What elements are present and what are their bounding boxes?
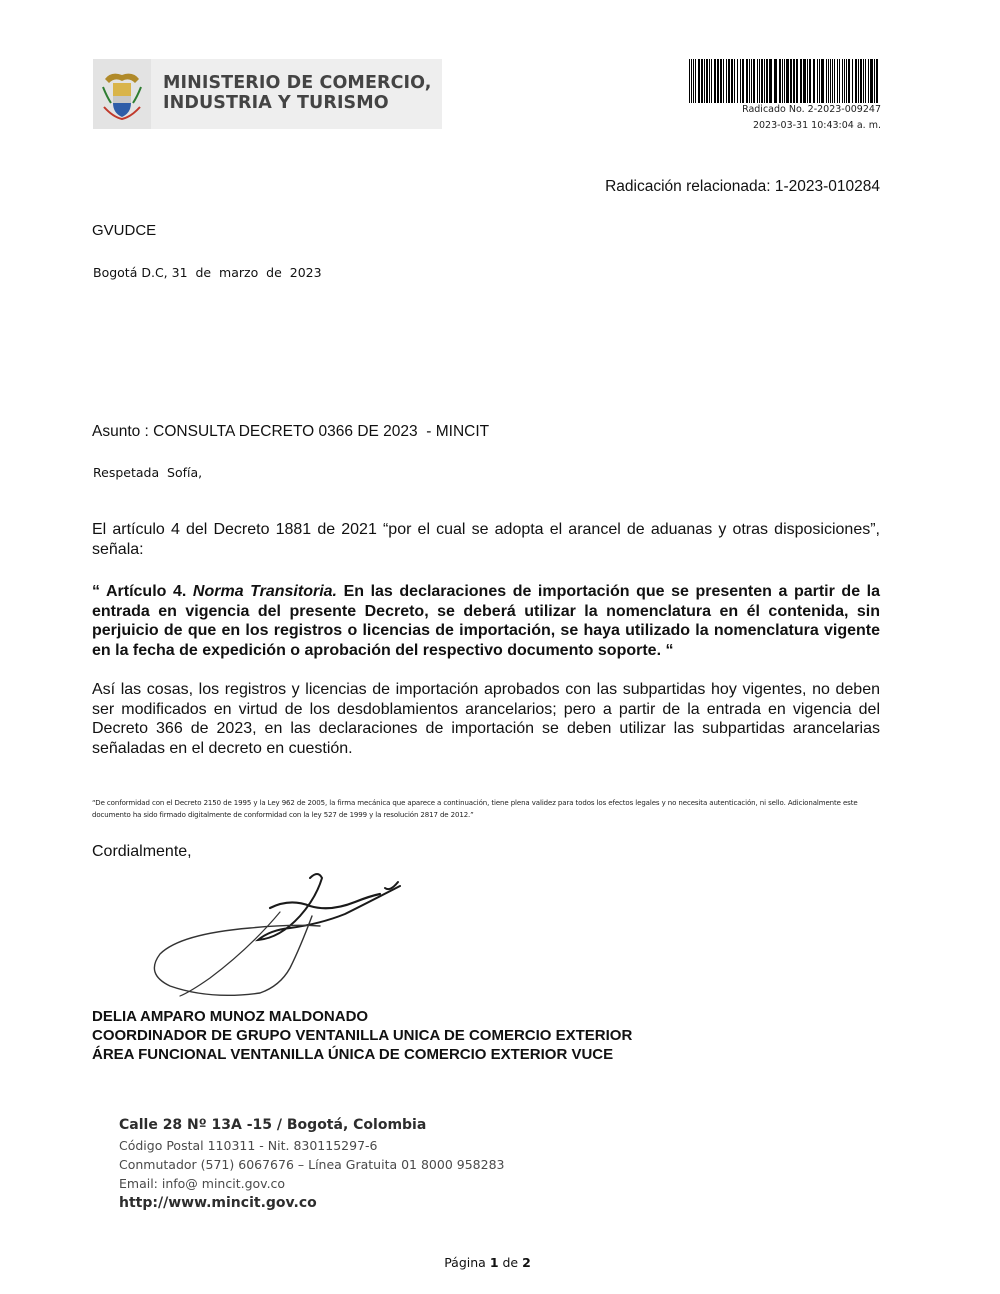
department-code: GVUDCE [92,222,157,239]
closing: Cordialmente, [92,843,192,860]
ministry-name-line1: MINISTERIO DE COMERCIO, [163,73,432,93]
subject-line: Asunto : CONSULTA DECRETO 0366 DE 2023 - MINCIT [92,423,490,440]
coat-of-arms-icon [101,67,143,121]
footer-postal: Código Postal 110311 - Nit. 830115297-6 [119,1138,378,1153]
page-total: 2 [522,1255,531,1270]
signer-name: DELIA AMPARO MUNOZ MALDONADO [92,1008,369,1025]
quote-text: En las declaraciones de importación que se presenten a partir de la entrada en vigencia del presente Decreto, se deberá utilizar la nomenclatura en él contenida, sin perjuicio de que en los registros o licencias de importación, se haya utilizado la nomenclatura vigente en la fecha de expedición o aprobación del respectivo documento soporte. “ [92,583,881,659]
signer-title: COORDINADOR DE GRUPO VENTANILLA UNICA DE COMERCIO EXTERIOR [92,1027,633,1044]
quote-title: Norma Transitoria. [192,583,337,600]
page-label-mid: de [498,1255,523,1270]
page-current: 1 [489,1255,499,1270]
page-label-prefix: Página [444,1255,490,1270]
barcode-icon [689,59,881,103]
legal-note: “De conformidad con el Decreto 2150 de 1995 y la Ley 962 de 2005, la firma mecánica que aparece a continuación, tiene plena validez para todos los efectos legales y no necesita autenticación, ni sello. Adicionalmente este documento ha sido firmado digitalmente de conformidad con la ley 527 de 1999 y la resolución 2817 de 2012.” [92,799,858,819]
intro-paragraph: El artículo 4 del Decreto 1881 de 2021 “por el cual se adopta el arancel de aduanas y otras disposiciones”, señala: [92,521,880,558]
quote-lead: “ Artículo 4. [92,583,193,600]
ministry-logo [93,59,442,129]
logo-emblem-panel [93,59,151,129]
footer-website-link[interactable]: http://www.mincit.gov.co [119,1195,317,1211]
page-number [0,1255,975,1270]
footer-email: Email: info@ mincit.gov.co [119,1176,286,1191]
footer-phone: Conmutador (571) 6067676 – Línea Gratuita 01 8000 958283 [119,1157,505,1172]
radicado-number: Radicado No. 2-2023-009247 [742,104,881,115]
ministry-name [163,73,438,113]
handwritten-signature [140,868,410,1003]
ministry-name-line2: INDUSTRIA Y TURISMO [163,93,389,113]
footer-address: Calle 28 Nº 13A -15 / Bogotá, Colombia [119,1117,427,1133]
signer-area: ÁREA FUNCIONAL VENTANILLA ÚNICA DE COMERCIO EXTERIOR VUCE [92,1046,614,1063]
related-filing-number: Radicación relacionada: 1-2023-010284 [605,178,880,195]
quoted-article [92,582,880,660]
conclusion-paragraph: Así las cosas, los registros y licencias de importación aprobados con las subpartidas hoy vigentes, no deben ser modificados en virtud de los desdoblamientos arancelarios; pero a partir de la entrada en vigencia del Decreto 366 de 2023, en las declaraciones de importación se deben utilizar las subpartidas arancelarias señaladas en el decreto en cuestión. [92,681,880,757]
radicado-timestamp: 2023-03-31 10:43:04 a. m. [752,120,881,131]
salutation: Respetada Sofía, [93,465,203,480]
city-date: Bogotá D.C, 31 de marzo de 2023 [93,265,322,280]
